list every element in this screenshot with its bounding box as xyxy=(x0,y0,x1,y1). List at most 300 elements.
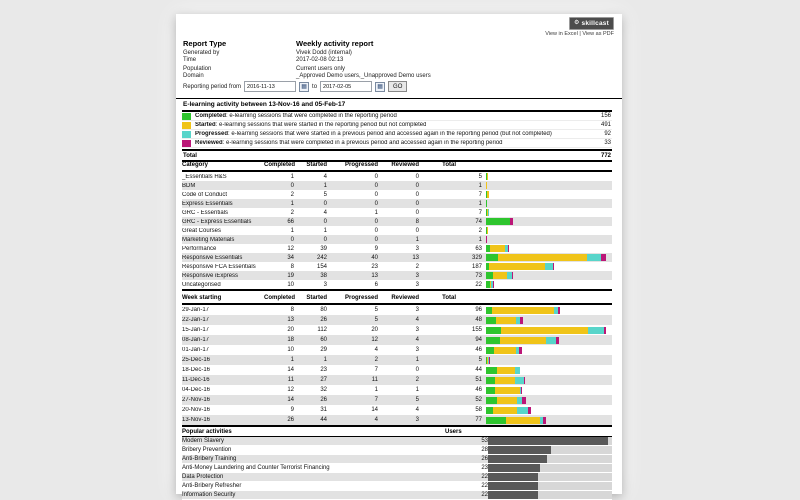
cell-completed: 20 xyxy=(287,327,294,333)
bar-segment-progressed xyxy=(587,254,602,261)
bar-cell xyxy=(482,191,612,198)
cell-reviewed: 1 xyxy=(415,387,419,393)
cell-completed: 1 xyxy=(290,200,294,207)
cell-total: 48 xyxy=(475,317,482,323)
users-bar xyxy=(488,455,547,463)
meta-label: Domain xyxy=(183,73,204,79)
cell-total: 94 xyxy=(475,337,482,343)
bar-cell xyxy=(482,337,612,344)
bar-cell xyxy=(488,491,612,499)
cell-total: 329 xyxy=(471,254,482,261)
row-label: Anti-Bribery Refresher xyxy=(182,483,242,489)
cell-completed: 10 xyxy=(287,281,294,288)
cell-started: 154 xyxy=(316,263,327,270)
completed-swatch-icon xyxy=(182,113,191,120)
cell-started: 26 xyxy=(320,317,327,323)
meta-row-population xyxy=(183,66,614,73)
legend-count: 92 xyxy=(604,131,611,137)
bar-cell xyxy=(482,417,612,424)
cell-completed: 14 xyxy=(287,367,294,373)
bar-cell xyxy=(488,482,612,490)
gear-icon: ⚙ xyxy=(573,20,580,26)
bar-segment-started xyxy=(495,387,520,394)
cell-started: 80 xyxy=(320,307,327,313)
view-as-pdf-link[interactable]: View as PDF xyxy=(582,31,614,37)
meta-label: Generated by xyxy=(183,50,220,56)
row-label: 18-Dec-16 xyxy=(182,367,211,373)
legend-row xyxy=(182,121,612,130)
cell-reviewed: 0 xyxy=(415,182,419,189)
report-type-value: Weekly activity report xyxy=(296,39,374,48)
cell-total: 22 xyxy=(475,281,482,288)
table-row xyxy=(182,217,612,226)
table-row xyxy=(182,335,612,345)
table-header-row xyxy=(182,293,612,305)
meta-label: Time xyxy=(183,57,197,63)
cell-reviewed: 8 xyxy=(415,218,419,225)
stacked-bar xyxy=(486,407,612,414)
stacked-bar xyxy=(486,263,612,270)
bar-segment-started xyxy=(495,377,516,384)
row-label: 22-Jan-17 xyxy=(182,317,210,323)
row-label: 20-Nov-16 xyxy=(182,407,211,413)
stacked-bar xyxy=(486,327,612,334)
bar-segment-started xyxy=(492,307,554,314)
table-row xyxy=(182,235,612,244)
row-label: Code of Conduct xyxy=(182,191,228,198)
cell-total: 5 xyxy=(478,357,482,363)
bar-segment-reviewed xyxy=(556,337,559,344)
table-row xyxy=(182,244,612,253)
cell-progressed: 1 xyxy=(374,209,378,216)
cell-completed: 12 xyxy=(287,387,294,393)
cell-started: 0 xyxy=(323,236,327,243)
table-row xyxy=(182,405,612,415)
cell-progressed: 40 xyxy=(371,254,378,261)
column-header: Week starting xyxy=(182,295,222,301)
bar-segment-progressed xyxy=(545,263,553,270)
cell-started: 23 xyxy=(320,367,327,373)
cell-started: 3 xyxy=(323,281,327,288)
skillcast-logo-text: skillcast xyxy=(581,20,609,27)
row-label: Marketing Materials xyxy=(182,236,235,243)
cell-started: 0 xyxy=(323,200,327,207)
row-label: Performance xyxy=(182,245,217,252)
column-header: Progressed xyxy=(344,162,378,168)
cell-progressed: 0 xyxy=(374,182,378,189)
cell-total: 155 xyxy=(471,327,482,333)
row-label: 13-Nov-16 xyxy=(182,417,211,423)
table-row xyxy=(182,455,612,464)
column-header: Progressed xyxy=(344,295,378,301)
bar-segment-reviewed xyxy=(601,254,606,261)
row-label: Responsive Essentials xyxy=(182,254,243,261)
bar-segment-reviewed xyxy=(522,397,526,404)
legend-count: 33 xyxy=(604,140,611,146)
stacked-bar xyxy=(486,236,612,243)
to-label: to xyxy=(312,83,318,90)
bar-segment-started xyxy=(498,254,586,261)
cell-progressed: 6 xyxy=(374,281,378,288)
bar-cell xyxy=(482,200,612,207)
go-button[interactable]: GO xyxy=(388,81,407,92)
cell-progressed: 7 xyxy=(374,397,378,403)
stacked-bar xyxy=(486,281,612,288)
users-bar xyxy=(488,473,538,481)
cell-total: 5 xyxy=(478,173,482,180)
bar-segment-progressed xyxy=(515,377,524,384)
table-row xyxy=(182,473,612,482)
table-row xyxy=(182,464,612,473)
bar-segment-completed xyxy=(486,387,495,394)
stacked-bar xyxy=(486,218,612,225)
meta-value: 2017-02-08 02:13 xyxy=(296,57,344,63)
cell-completed: 1 xyxy=(290,173,294,180)
date-from-input[interactable] xyxy=(244,81,296,92)
skillcast-logo xyxy=(569,17,614,30)
bar-segment-started xyxy=(487,191,489,198)
table-row xyxy=(182,199,612,208)
row-label: Great Courses xyxy=(182,227,222,234)
bar-segment-started xyxy=(496,317,516,324)
table-row xyxy=(182,437,612,446)
row-label: Responsive iExpress xyxy=(182,272,239,279)
bar-segment-reviewed xyxy=(489,357,490,364)
bar-segment-completed xyxy=(486,272,493,279)
row-label: Anti-Bribery Training xyxy=(182,456,237,462)
table-row xyxy=(182,181,612,190)
meta-row-time xyxy=(183,57,614,64)
cell-total: 7 xyxy=(478,191,482,198)
cell-progressed: 13 xyxy=(371,272,378,279)
table-row xyxy=(182,172,612,181)
bar-segment-completed xyxy=(486,377,495,384)
cell-completed: 13 xyxy=(287,317,294,323)
bar-cell xyxy=(482,347,612,354)
table-row xyxy=(182,262,612,271)
stacked-bar xyxy=(486,173,612,180)
cell-completed: 0 xyxy=(290,182,294,189)
stacked-bar xyxy=(486,245,612,252)
cell-progressed: 4 xyxy=(374,417,378,423)
bar-segment-started xyxy=(487,227,488,234)
cell-completed: 11 xyxy=(287,377,294,383)
bar-segment-reviewed xyxy=(543,417,545,424)
cell-progressed: 7 xyxy=(374,367,378,373)
calendar-icon[interactable]: ▦ xyxy=(299,82,309,92)
legend-row xyxy=(182,130,612,139)
links-separator: | xyxy=(577,31,583,37)
bar-segment-reviewed xyxy=(493,281,494,288)
cell-completed: 8 xyxy=(290,307,294,313)
row-label: _Essentials H&S xyxy=(182,173,227,180)
meta-value: _Approved Demo users,_Unapproved Demo users xyxy=(296,73,431,79)
bar-cell xyxy=(482,272,612,279)
bar-cell xyxy=(482,327,612,334)
row-label: 08-Jan-17 xyxy=(182,337,210,343)
view-in-excel-link[interactable]: View in Excel xyxy=(545,31,578,37)
cell-started: 44 xyxy=(320,417,327,423)
table-row xyxy=(182,325,612,335)
table-row xyxy=(182,226,612,235)
report-title-row xyxy=(183,39,614,48)
cell-reviewed: 0 xyxy=(415,173,419,180)
cell-progressed: 0 xyxy=(374,236,378,243)
legend-count: 156 xyxy=(600,113,611,119)
cell-total: 44 xyxy=(475,367,482,373)
bar-segment-progressed xyxy=(546,337,555,344)
bar-segment-reviewed xyxy=(486,236,487,243)
legend-description: Completed: e-learning sessions that were completed in the reporting period xyxy=(195,113,397,119)
date-to-input[interactable] xyxy=(320,81,372,92)
bar-segment-reviewed xyxy=(520,317,523,324)
cell-total: 7 xyxy=(478,209,482,216)
table-row xyxy=(182,491,612,500)
cell-progressed: 4 xyxy=(374,347,378,353)
cell-reviewed: 2 xyxy=(415,263,419,270)
cell-completed: 10 xyxy=(287,347,294,353)
cell-reviewed: 3 xyxy=(415,327,419,333)
stacked-bar xyxy=(486,307,612,314)
bar-segment-reviewed xyxy=(508,245,509,252)
cell-progressed: 11 xyxy=(371,377,378,383)
users-bar xyxy=(488,446,551,454)
cell-total: 74 xyxy=(475,218,482,225)
bar-segment-reviewed xyxy=(519,347,521,354)
bar-segment-started xyxy=(493,272,507,279)
bar-segment-completed xyxy=(486,317,496,324)
cell-started: 39 xyxy=(320,245,327,252)
legend-row xyxy=(182,112,612,121)
stacked-bar xyxy=(486,397,612,404)
cell-total: 46 xyxy=(475,387,482,393)
bar-segment-completed xyxy=(486,367,497,374)
table-row xyxy=(182,271,612,280)
table-row xyxy=(182,315,612,325)
cell-progressed: 14 xyxy=(371,407,378,413)
cell-reviewed: 5 xyxy=(415,397,419,403)
legend-row xyxy=(182,139,612,148)
row-label: BDM xyxy=(182,182,196,189)
cell-progressed: 20 xyxy=(371,327,378,333)
cell-started: 1 xyxy=(323,357,327,363)
bar-segment-started xyxy=(506,417,540,424)
cell-started: 4 xyxy=(323,173,327,180)
bar-segment-completed xyxy=(486,254,498,261)
report-page xyxy=(176,14,622,498)
cell-total: 77 xyxy=(475,417,482,423)
cell-progressed: 0 xyxy=(374,227,378,234)
cell-reviewed: 0 xyxy=(415,227,419,234)
bar-cell xyxy=(482,387,612,394)
bar-cell xyxy=(482,377,612,384)
report-meta xyxy=(183,50,614,80)
users-bar xyxy=(488,482,538,490)
cell-users: 28 xyxy=(481,447,488,453)
cell-total: 1 xyxy=(478,200,482,207)
column-header: Total xyxy=(442,295,456,301)
table-row xyxy=(182,345,612,355)
cell-users: 22 xyxy=(481,492,488,498)
bar-segment-completed xyxy=(486,218,510,225)
bar-cell xyxy=(488,464,612,472)
row-label: Express Essentials xyxy=(182,200,233,207)
bar-cell xyxy=(482,263,612,270)
cell-started: 26 xyxy=(320,397,327,403)
bar-segment-started xyxy=(493,407,517,414)
cell-reviewed: 3 xyxy=(415,307,419,313)
bar-segment-completed xyxy=(486,327,501,334)
cell-users: 26 xyxy=(481,456,488,462)
started-swatch-icon xyxy=(182,122,191,129)
cell-started: 5 xyxy=(323,191,327,198)
column-header: Completed xyxy=(264,295,296,301)
bar-cell xyxy=(482,236,612,243)
cell-reviewed: 3 xyxy=(415,281,419,288)
cell-total: 51 xyxy=(475,377,482,383)
row-label: 15-Jan-17 xyxy=(182,327,210,333)
cell-total: 96 xyxy=(475,307,482,313)
cell-progressed: 0 xyxy=(374,218,378,225)
section-title: E-learning activity between 13-Nov-16 and 05-Feb-17 xyxy=(176,98,622,108)
category-table xyxy=(182,160,612,291)
bar-segment-started xyxy=(500,337,546,344)
bar-cell xyxy=(488,437,612,445)
table-body xyxy=(182,305,612,427)
legend-table xyxy=(182,110,612,162)
meta-value: Current users only xyxy=(296,66,346,72)
legend-count: 491 xyxy=(600,122,611,128)
cell-reviewed: 3 xyxy=(415,417,419,423)
column-header: Users xyxy=(445,428,462,435)
column-header: Popular activities xyxy=(182,428,232,435)
row-label: Information Security xyxy=(182,492,236,498)
cell-completed: 26 xyxy=(287,417,294,423)
bar-segment-reviewed xyxy=(521,387,522,394)
bar-segment-reviewed xyxy=(528,407,531,414)
bar-cell xyxy=(482,182,612,189)
cell-users: 22 xyxy=(481,483,488,489)
table-body xyxy=(182,172,612,291)
cell-progressed: 12 xyxy=(371,337,378,343)
legend-description: Progressed: e-learning sessions that were started in a previous period and accessed again in the reporting period (but not completed) xyxy=(195,131,552,137)
bar-cell xyxy=(488,446,612,454)
cell-started: 31 xyxy=(320,407,327,413)
column-header: Completed xyxy=(264,162,296,168)
cell-reviewed: 2 xyxy=(415,377,419,383)
cell-completed: 18 xyxy=(287,337,294,343)
cell-started: 1 xyxy=(323,182,327,189)
export-links xyxy=(545,31,614,37)
bar-segment-completed xyxy=(486,200,487,207)
cell-completed: 2 xyxy=(290,209,294,216)
users-bar xyxy=(488,437,608,445)
table-row xyxy=(182,355,612,365)
bar-segment-progressed xyxy=(488,209,489,216)
cell-completed: 9 xyxy=(290,407,294,413)
table-row xyxy=(182,280,612,289)
column-header: Reviewed xyxy=(391,295,419,301)
cell-started: 38 xyxy=(320,272,327,279)
bar-segment-reviewed xyxy=(604,327,606,334)
cell-total: 2 xyxy=(478,227,482,234)
stacked-bar xyxy=(486,387,612,394)
table-row xyxy=(182,446,612,455)
week-table xyxy=(182,293,612,427)
cell-reviewed: 4 xyxy=(415,337,419,343)
cell-reviewed: 1 xyxy=(415,236,419,243)
cell-total: 187 xyxy=(471,263,482,270)
cell-completed: 12 xyxy=(287,245,294,252)
row-label: 27-Nov-16 xyxy=(182,397,211,403)
cell-total: 73 xyxy=(475,272,482,279)
reviewed-swatch-icon xyxy=(182,140,191,147)
cell-reviewed: 4 xyxy=(415,317,419,323)
bar-cell xyxy=(482,407,612,414)
bar-cell xyxy=(482,209,612,216)
bar-segment-reviewed xyxy=(558,307,560,314)
cell-started: 27 xyxy=(320,377,327,383)
stacked-bar xyxy=(486,337,612,344)
table-row xyxy=(182,190,612,199)
cell-reviewed: 13 xyxy=(412,254,419,261)
cell-progressed: 0 xyxy=(374,173,378,180)
cell-progressed: 5 xyxy=(374,317,378,323)
bar-cell xyxy=(482,254,612,261)
cell-started: 29 xyxy=(320,347,327,353)
cell-reviewed: 3 xyxy=(415,272,419,279)
cell-completed: 34 xyxy=(287,254,294,261)
cell-completed: 2 xyxy=(290,191,294,198)
bar-cell xyxy=(482,307,612,314)
cell-total: 1 xyxy=(478,236,482,243)
bar-cell xyxy=(488,473,612,481)
stacked-bar xyxy=(486,209,612,216)
report-type-label: Report Type xyxy=(183,39,227,48)
column-header: Total xyxy=(442,162,456,168)
cell-completed: 14 xyxy=(287,397,294,403)
stacked-bar xyxy=(486,377,612,384)
cell-total: 58 xyxy=(475,407,482,413)
column-header: Reviewed xyxy=(391,162,419,168)
stacked-bar xyxy=(486,367,612,374)
bar-cell xyxy=(482,173,612,180)
row-label: Responsive FCA Essentials xyxy=(182,263,256,270)
cell-reviewed: 3 xyxy=(415,347,419,353)
cell-completed: 19 xyxy=(287,272,294,279)
row-label: Bribery Prevention xyxy=(182,447,232,453)
cell-started: 242 xyxy=(316,254,327,261)
meta-row-generated-by xyxy=(183,50,614,57)
stacked-bar xyxy=(486,191,612,198)
row-label: Anti-Money Laundering and Counter Terrorist Financing xyxy=(182,465,330,471)
bar-cell xyxy=(482,218,612,225)
popular-activities-table xyxy=(182,427,612,500)
column-header: Category xyxy=(182,162,209,168)
table-row xyxy=(182,375,612,385)
bar-segment-progressed xyxy=(517,407,528,414)
legend-total-value: 772 xyxy=(600,152,611,159)
users-bar xyxy=(488,491,538,499)
cell-users: 23 xyxy=(481,465,488,471)
cell-total: 1 xyxy=(478,182,482,189)
cell-started: 32 xyxy=(320,387,327,393)
calendar-icon[interactable]: ▦ xyxy=(375,82,385,92)
users-bar xyxy=(488,464,540,472)
cell-reviewed: 0 xyxy=(415,191,419,198)
cell-completed: 8 xyxy=(290,263,294,270)
cell-progressed: 9 xyxy=(374,245,378,252)
